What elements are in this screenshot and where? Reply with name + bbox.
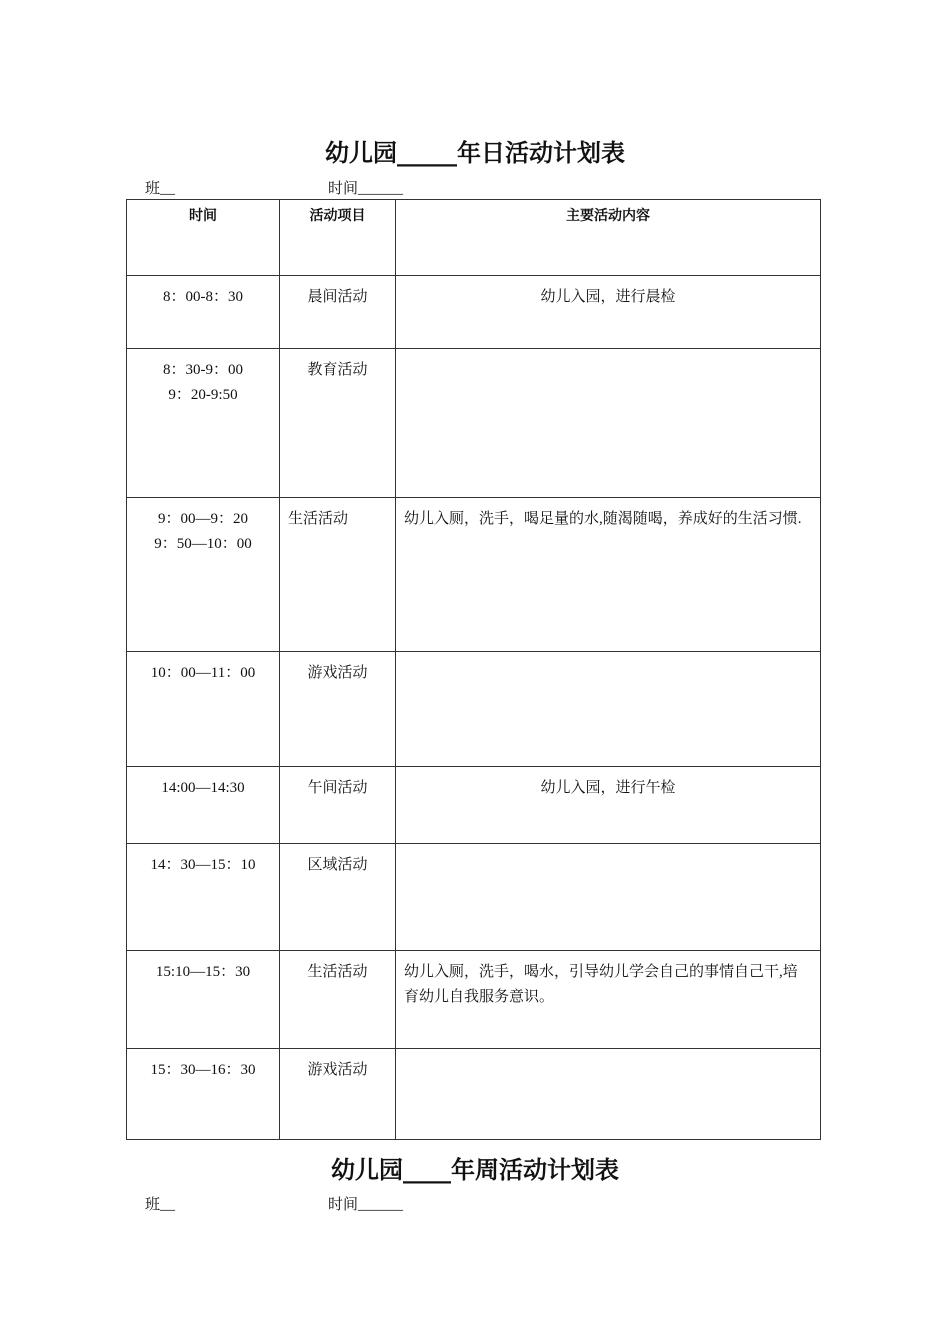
row-content: 幼儿入园，进行晨检 bbox=[396, 276, 821, 349]
table-row bbox=[127, 276, 821, 349]
weekly-plan-title: 幼儿园____年周活动计划表 bbox=[331, 1156, 619, 1184]
row-time bbox=[127, 498, 280, 652]
time-line: 14：30—15：10 bbox=[150, 857, 256, 873]
row-time bbox=[127, 844, 280, 951]
table-row bbox=[127, 844, 821, 951]
row-time bbox=[127, 652, 280, 767]
time-line: 9：20-9:50 bbox=[168, 387, 238, 403]
row-content bbox=[396, 652, 821, 767]
table-row bbox=[127, 951, 821, 1049]
daily-plan-title: 幼儿园_____年日活动计划表 bbox=[325, 139, 625, 167]
time-line: 15：30—16：30 bbox=[150, 1062, 256, 1078]
row-content bbox=[396, 349, 821, 498]
time-line: 9：00—9：20 bbox=[157, 511, 248, 527]
row-time bbox=[127, 951, 280, 1049]
table-row bbox=[127, 652, 821, 767]
daily-plan-table bbox=[126, 199, 821, 1140]
time-line: 10：00—11：00 bbox=[150, 665, 256, 681]
row-activity: 晨间活动 bbox=[280, 276, 396, 349]
weekly-class-label: 班__ bbox=[145, 1197, 176, 1213]
row-time bbox=[127, 276, 280, 349]
row-time bbox=[127, 349, 280, 498]
row-activity: 教育活动 bbox=[280, 349, 396, 498]
table-row bbox=[127, 349, 821, 498]
table-row bbox=[127, 1049, 821, 1140]
row-activity: 生活活动 bbox=[280, 951, 396, 1049]
header-activity: 活动项目 bbox=[280, 200, 396, 276]
time-line: 8：00-8：30 bbox=[163, 289, 243, 305]
table-row bbox=[127, 498, 821, 652]
table-row bbox=[127, 767, 821, 844]
weekly-time-label: 时间______ bbox=[328, 1197, 404, 1213]
row-time bbox=[127, 767, 280, 844]
row-content bbox=[396, 1049, 821, 1140]
header-time: 时间 bbox=[127, 200, 280, 276]
row-content bbox=[396, 844, 821, 951]
row-content: 幼儿入厕，洗手，喝水，引导幼儿学会自己的事情自己干,培育幼儿自我服务意识。 bbox=[396, 951, 821, 1049]
daily-class-label: 班__ bbox=[145, 181, 176, 197]
row-activity: 游戏活动 bbox=[280, 652, 396, 767]
row-activity: 午间活动 bbox=[280, 767, 396, 844]
row-activity: 生活活动 bbox=[280, 498, 396, 652]
time-line: 9：50—10：00 bbox=[154, 536, 252, 552]
row-content: 幼儿入厕，洗手，喝足量的水,随渴随喝，养成好的生活习惯. bbox=[396, 498, 821, 652]
row-activity: 游戏活动 bbox=[280, 1049, 396, 1140]
row-activity: 区域活动 bbox=[280, 844, 396, 951]
row-content: 幼儿入园，进行午检 bbox=[396, 767, 821, 844]
row-time bbox=[127, 1049, 280, 1140]
time-line: 14:00—14:30 bbox=[161, 780, 245, 796]
daily-time-label: 时间______ bbox=[328, 181, 404, 197]
time-line: 8：30-9：00 bbox=[163, 362, 243, 378]
table-header-row bbox=[127, 200, 821, 276]
header-content: 主要活动内容 bbox=[396, 200, 821, 276]
time-line: 15:10—15：30 bbox=[155, 964, 251, 980]
